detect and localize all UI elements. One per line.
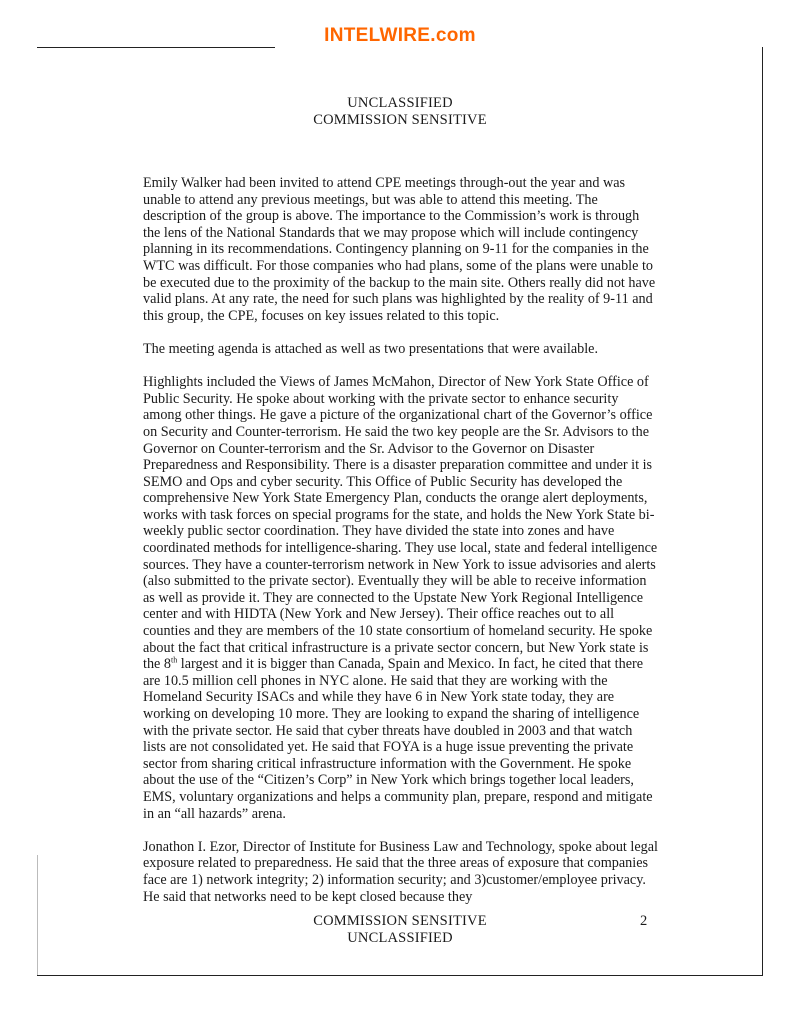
intelwire-banner: INTELWIRE.com <box>324 25 476 46</box>
footer-classification: UNCLASSIFIED <box>347 930 453 946</box>
document-body <box>143 175 658 905</box>
ordinal-suffix: th <box>170 655 178 665</box>
paragraph-emily-walker: Emily Walker had been invited to attend CPE meetings through-out the year and was unable to attend any previous meetings, but was able to attend this meeting. The description of the group is above. The importance to the Commission’s work is through the lens of the National Standards that we may propose which will include contingency planning in its recommendations. Contingency planning on 9-11 for the companies in the WTC was difficult. For those companies who had plans, some of the plans were unable to be executed due to the proximity of the backup to the main site. Others really did not have valid plans. At any rate, the need for such plans was highlighted by the reality of 9-11 and this group, the CPE, focuses on key issues related to this topic. <box>143 175 656 324</box>
paragraph-mcmahon-part1: Highlights included the Views of James McMahon, Director of New York State Office of Public Security. He spoke about working with the private sector to enhance security among other things. He gave a picture of the organizational chart of the Governor’s office on Security and Counter-terrorism. He said the two key people are the Sr. Advisors to the Governor on Counter-terrorism and the Sr. Advisor to the Governor on Disaster Preparedness and Responsibility. There is a disaster preparation committee and under it is SEMO and Ops and cyber security. This Office of Public Security has developed the comprehensive New York State Emergency Plan, conducts the orange alert deployments, works with task forces on special programs for the state, and holds the New York State bi-weekly public sector coordination. They have divided the state into zones and have coordinated methods for intelligence-sharing. They use local, state and federal intelligence sources. They have a counter-terrorism network in New York to issue advisories and alerts (also submitted to the private sector). Eventually they will be able to receive information as well as provide it. They are connected to the Upstate New York Regional Intelligence center and with HIDTA (New York and New Jersey). Their office reaches out to all counties and they are members of the 10 state consortium of homeland security. He spoke about the fact that critical infrastructure is a private sector concern, but New York state is the 8 <box>143 374 658 673</box>
header-classification: UNCLASSIFIED <box>347 95 453 111</box>
bottom-rule <box>37 975 763 976</box>
top-rule <box>37 47 275 48</box>
paragraph-mcmahon <box>143 374 658 822</box>
right-rule <box>762 47 763 975</box>
classification-footer <box>0 913 800 947</box>
paragraph-agenda: The meeting agenda is attached as well as two presentations that were available. <box>143 340 599 357</box>
paragraph-ezor: Jonathon I. Ezor, Director of Institute for Business Law and Technology, spoke about legal exposure related to preparedness. He said that the three areas of exposure that companies face are 1) network integrity; 2) information security; and 3)customer/employee privacy. He said that networks need to be kept closed because they <box>143 838 658 905</box>
header-sensitivity: COMMISSION SENSITIVE <box>313 112 487 128</box>
paragraph-mcmahon-part2: largest and it is bigger than Canada, Spain and Mexico. In fact, he cited that there are 10.5 million cell phones in NYC alone. He said that they are working with the Homeland Security ISACs and while they have 6 in New York state today, they are working on developing 10 more. They are looking to expand the sharing of intelligence with the private sector. He said that cyber threats have doubled in 2003 and that watch lists are not consolidated yet. He said that FOYA is a huge issue preventing the private sector from sharing critical infrastructure information with the Government. He spoke about the use of the “Citizen’s Corp” in New York which brings together local leaders, EMS, voluntary organizations and helps a community plan, prepare, respond and mitigate in an “all hazards” arena. <box>143 656 653 822</box>
footer-sensitivity: COMMISSION SENSITIVE <box>313 913 487 929</box>
classification-header <box>0 95 800 129</box>
page-number: 2 <box>640 913 648 929</box>
